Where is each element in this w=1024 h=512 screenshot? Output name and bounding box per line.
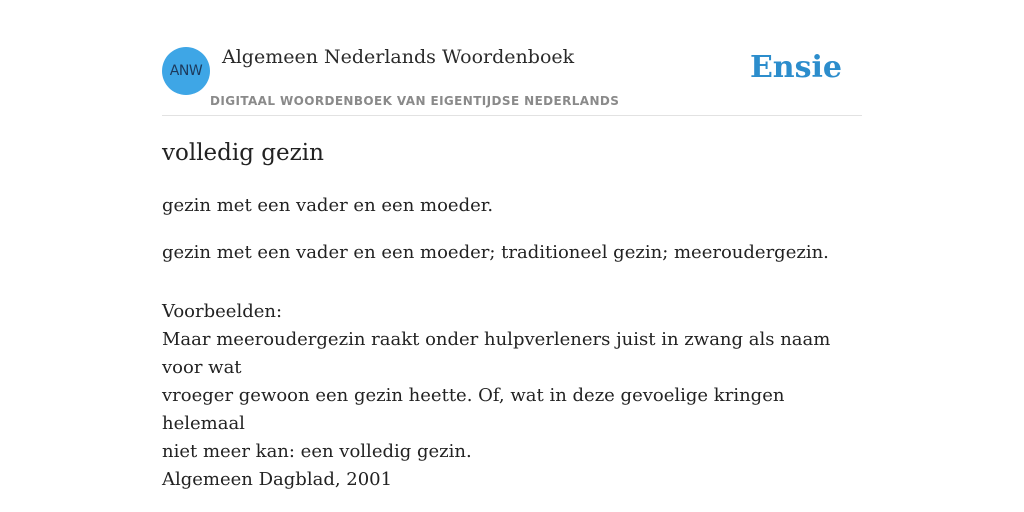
dictionary-title[interactable]: Algemeen Nederlands Woordenboek bbox=[222, 46, 575, 68]
entry-definition: gezin met een vader en een moeder. bbox=[162, 195, 494, 216]
page bbox=[162, 0, 862, 490]
examples-block bbox=[162, 298, 862, 494]
dictionary-subtitle: DIGITAAL WOORDENBOEK VAN EIGENTIJDSE NEDERLANDS bbox=[210, 94, 620, 108]
entry-title: volledig gezin bbox=[162, 140, 324, 166]
header bbox=[162, 0, 862, 116]
ensie-brand-link[interactable]: Ensie bbox=[749, 50, 842, 85]
example-line: niet meer kan: een volledig gezin. bbox=[162, 441, 472, 462]
anw-logo[interactable] bbox=[162, 47, 210, 95]
logo-text: ANW bbox=[169, 63, 203, 79]
example-line: vroeger gewoon een gezin heette. Of, wat in deze gevoelige kringen helemaal bbox=[162, 385, 785, 434]
entry-related-terms: gezin met een vader en een moeder; traditioneel gezin; meeroudergezin. bbox=[162, 242, 829, 263]
examples-label: Voorbeelden: bbox=[162, 301, 283, 322]
example-source: Algemeen Dagblad, 2001 bbox=[162, 469, 393, 490]
example-line: Maar meeroudergezin raakt onder hulpverleners juist in zwang als naam voor wat bbox=[162, 329, 831, 378]
